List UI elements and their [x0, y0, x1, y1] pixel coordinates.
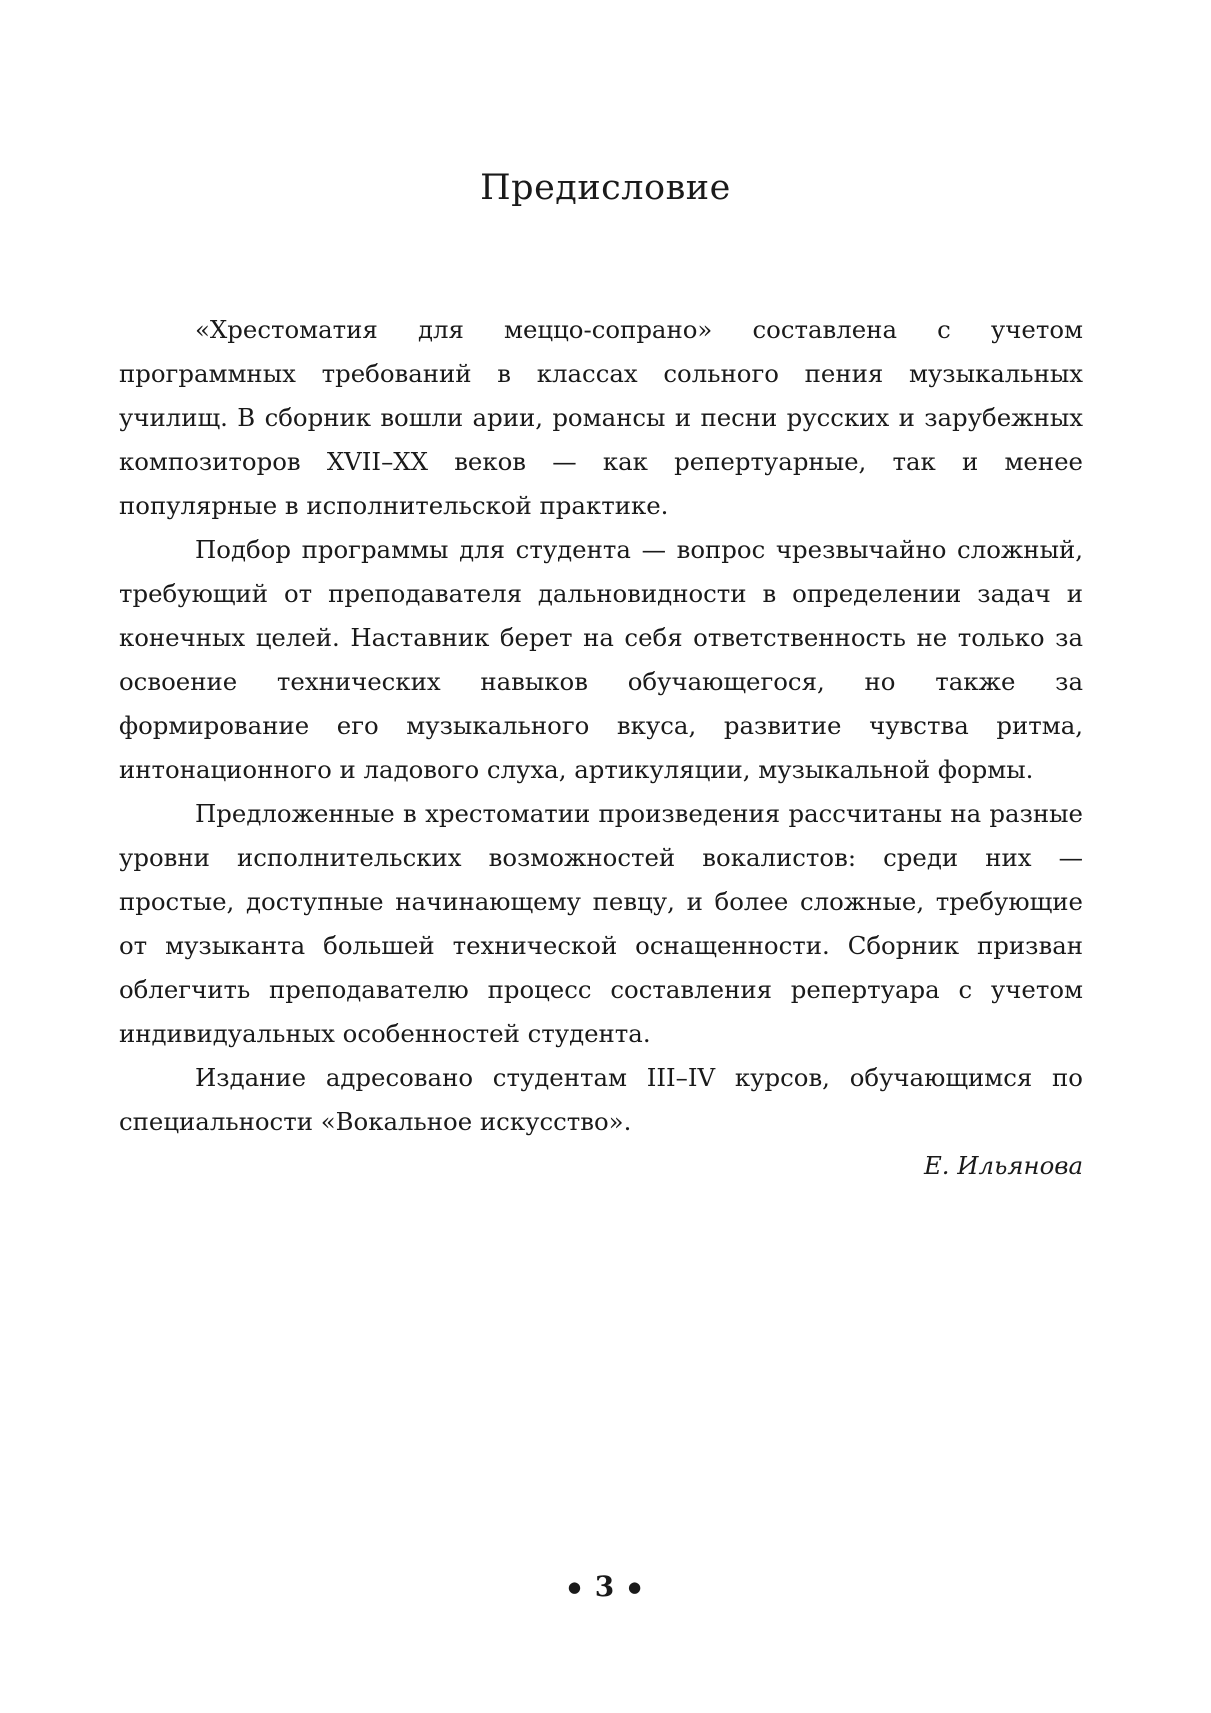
paragraph: Издание адресовано студентам III–IV курсов, обучающимся по специальности «Вокальное искусство». [119, 1063, 1083, 1136]
page-number: 3 [594, 1570, 617, 1603]
bullet-left-icon: ● [567, 1578, 583, 1596]
author-signature: Е. Ильянова [923, 1151, 1083, 1180]
page-title: Предисловие [480, 168, 731, 208]
bullet-right-icon: ● [627, 1578, 644, 1596]
paragraph: Подбор программы для студента — вопрос чрезвычайно сложный, требующий от преподавателя дальновидности в определении задач и конечных целей. Наставник берет на себя ответственность не только за освоение технических навыков обучающегося, но также за формирование его музыкального вкуса, развитие чувства ритма, интонационного и ладового слуха, артикуляции, музыкальной формы. [119, 535, 1083, 784]
paragraph: «Хрестоматия для меццо-сопрано» составлена с учетом программных требований в классах сольного пения музыкальных училищ. В сборник вошли арии, романсы и песни русских и зарубежных композиторов XVII–XX веков — как репертуарные, так и менее популярные в исполнительской практике. [119, 315, 1083, 520]
preface-body [119, 308, 1083, 1188]
paragraph: Предложенные в хрестоматии произведения рассчитаны на разные уровни исполнительских возможностей вокалистов: среди них — простые, доступные начинающему певцу, и более сложные, требующие от музыканта большей технической оснащенности. Сборник призван облегчить преподавателю процесс составления репертуара с учетом индивидуальных особенностей студента. [119, 799, 1083, 1048]
page-number-footer [0, 1570, 1211, 1603]
